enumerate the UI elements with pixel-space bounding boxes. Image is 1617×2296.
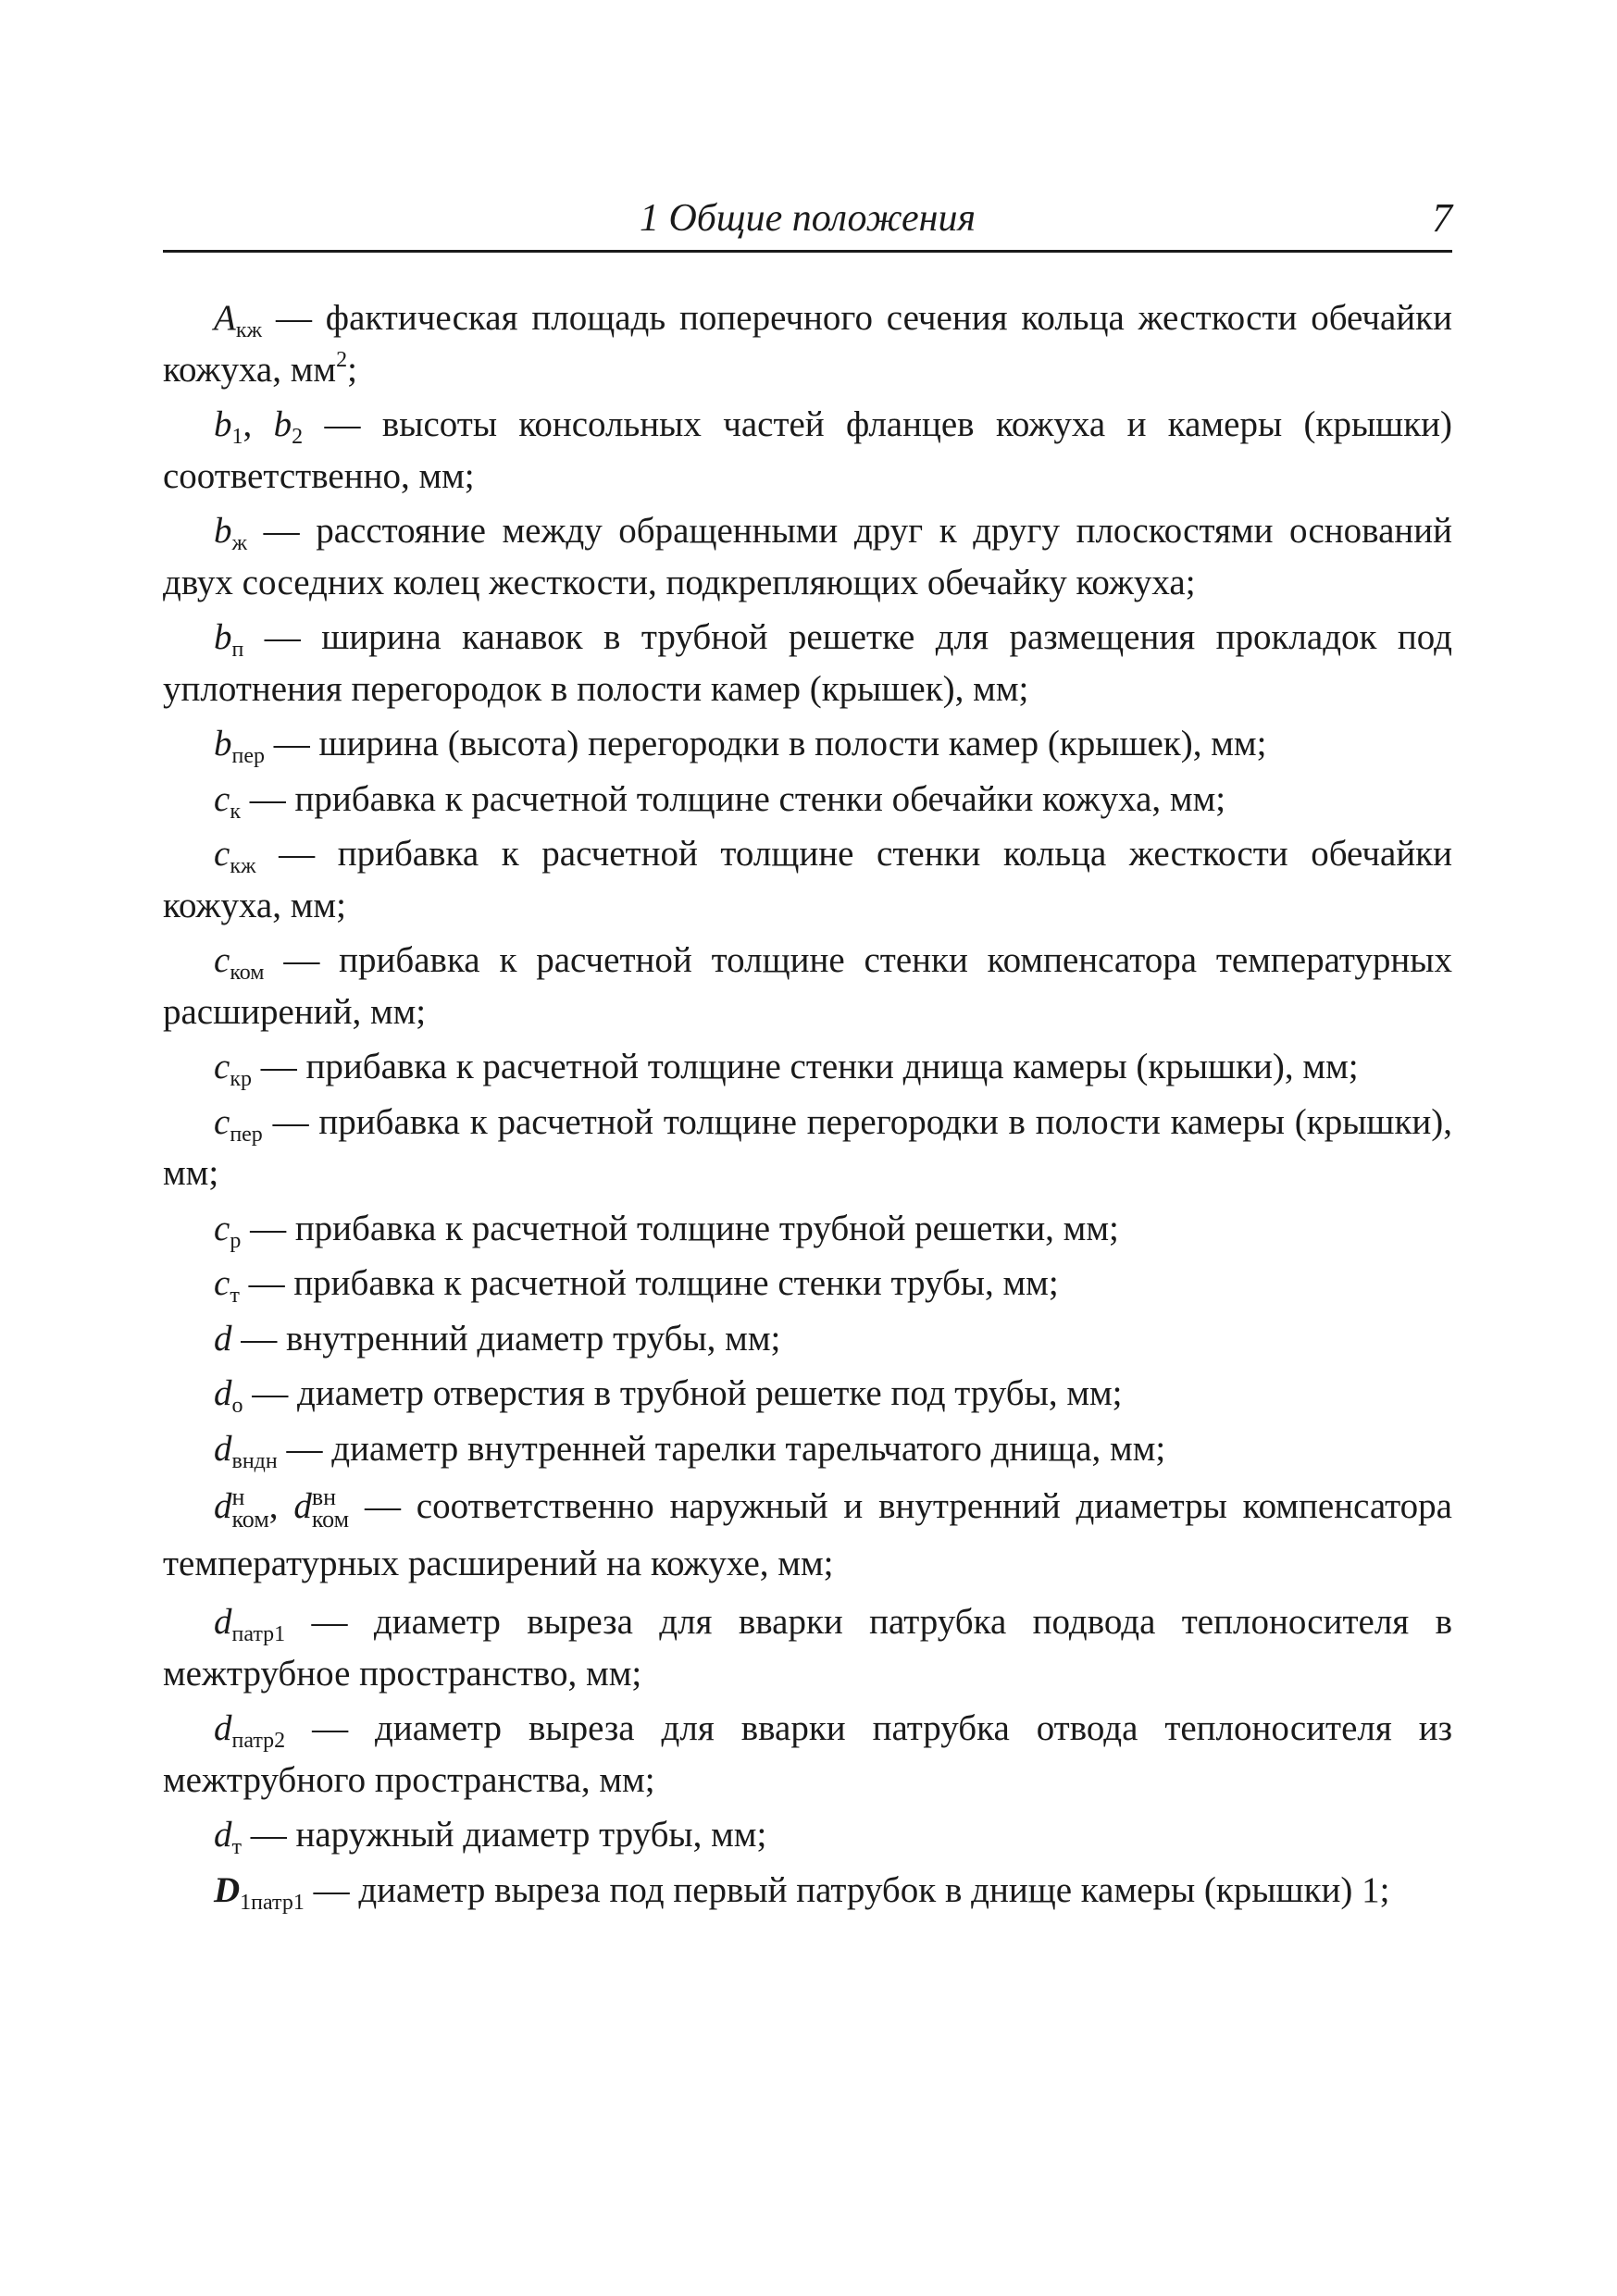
symbol: c (214, 940, 230, 980)
symbol: d (214, 1602, 232, 1642)
list-item (163, 1203, 1452, 1255)
subscript: пер (230, 1122, 263, 1147)
subscript: 1 (231, 425, 243, 449)
definition-text: — диаметр отверстия в трубной решетке под трубы, мм; (252, 1373, 1123, 1413)
list-item (163, 774, 1452, 825)
symbol: c (214, 1101, 230, 1142)
symbol: d (214, 1708, 232, 1748)
symbol-2: b (273, 404, 292, 444)
list-item (163, 1258, 1452, 1309)
symbol: b (214, 724, 232, 763)
definitions-list (163, 292, 1452, 1919)
list-item (163, 612, 1452, 714)
definition-text: — диаметр выреза для вварки патрубка подвода теплоносителя в межтрубное пространство, мм; (163, 1602, 1452, 1694)
list-item (163, 1809, 1452, 1861)
subscript: о (231, 1394, 243, 1418)
definition-text: — диаметр выреза под первый патрубок в днище камеры (крышки) 1; (313, 1869, 1390, 1910)
superscript-2: вн (311, 1483, 337, 1510)
definition-text: — прибавка к расчетной толщине трубной решетки, мм; (250, 1208, 1119, 1248)
list-item (163, 1478, 1452, 1593)
list-item (163, 292, 1452, 395)
definition-text: — соответственно наружный и внутренний диаметры компенсатора температурных расширений на кожухе, мм; (163, 1486, 1452, 1583)
separator: , (268, 1486, 294, 1526)
definition-text: — ширина (высота) перегородки в полости камер (крышек), мм; (273, 724, 1267, 763)
superscript: 2 (336, 347, 348, 372)
list-item (163, 1703, 1452, 1806)
subscript: пер (231, 744, 265, 768)
subscript-2: 2 (292, 425, 304, 449)
symbol: d (214, 1373, 232, 1413)
symbol: c (214, 778, 230, 819)
subscript-2: ком (311, 1506, 350, 1533)
subscript: кж (235, 318, 263, 342)
list-item (163, 828, 1452, 931)
symbol: c (214, 1047, 230, 1086)
list-item (163, 505, 1452, 608)
symbol: A (214, 298, 236, 338)
list-item (163, 718, 1452, 770)
definition-text: — прибавка к расчетной толщине стенки обечайки кожуха, мм; (249, 778, 1226, 819)
definition-text: — ширина канавок в трубной решетке для размещения прокладок под уплотнения перегородок в полости камер (крышек), мм; (163, 617, 1453, 709)
subscript: патр1 (231, 1622, 286, 1646)
symbol: D (214, 1869, 241, 1910)
subscript: кр (230, 1067, 252, 1091)
subscript: 1патр1 (240, 1890, 305, 1915)
definition-text: — прибавка к расчетной толщине стенки кольца жесткости обечайки кожуха, мм; (163, 834, 1453, 925)
list-item (163, 1368, 1452, 1420)
list-item (163, 1865, 1452, 1917)
symbol: b (214, 511, 232, 551)
definition-text: — диаметр выреза для вварки патрубка отвода теплоносителя из межтрубного пространства, мм; (163, 1708, 1452, 1800)
definition-text: — прибавка к расчетной толщине стенки трубы, мм; (248, 1263, 1059, 1303)
list-item (163, 935, 1452, 1037)
subscript: вндн (231, 1448, 278, 1473)
definition-text: — диаметр внутренней тарелки тарельчатого днища, мм; (286, 1428, 1166, 1469)
definition-text: — прибавка к расчетной толщине стенки компенсатора температурных расширений, мм; (163, 940, 1452, 1032)
symbol: b (214, 617, 232, 657)
subscript: т (231, 1835, 242, 1859)
list-item (163, 1041, 1452, 1093)
running-header (163, 192, 1452, 253)
section-title: 1 Общие положения (639, 197, 976, 240)
list-item (163, 1423, 1452, 1475)
list-item (163, 1097, 1452, 1199)
page-number: 7 (1432, 195, 1452, 241)
sup-sub-pair-2 (311, 1483, 350, 1533)
subscript: к (230, 799, 241, 824)
symbol: d (214, 1318, 232, 1359)
definition-text: — фактическая площадь поперечного сечения кольца жесткости обечайки кожуха, мм (163, 298, 1452, 390)
subscript: т (230, 1284, 240, 1308)
subscript: кж (230, 854, 256, 878)
subscript: р (230, 1228, 242, 1253)
punctuation: ; (347, 349, 357, 390)
symbol: c (214, 1208, 230, 1248)
list-item (163, 1596, 1452, 1699)
definition-text: — прибавка к расчетной толщине стенки днища камеры (крышки), мм; (260, 1047, 1359, 1086)
superscript: н (231, 1483, 245, 1510)
symbol: c (214, 1263, 230, 1303)
subscript: патр2 (231, 1729, 286, 1753)
subscript: ком (231, 1506, 269, 1533)
list-item (163, 399, 1452, 502)
subscript: ком (230, 961, 265, 985)
symbol: d (214, 1815, 232, 1855)
list-item (163, 1313, 1452, 1365)
subscript: ж (231, 531, 248, 555)
definition-text: — внутренний диаметр трубы, мм; (241, 1318, 781, 1359)
definition-text: — расстояние между обращенными друг к другу плоскостями оснований двух соседних колец жесткости, подкрепляющих обечайку кожуха; (163, 511, 1453, 602)
subscript: п (231, 638, 244, 662)
definition-text: — высоты консольных частей фланцев кожуха и камеры (крышки) соответственно, мм; (163, 404, 1453, 496)
symbol: d (214, 1428, 232, 1469)
separator: , (243, 404, 274, 444)
definition-text: — прибавка к расчетной толщине перегородки в полости камеры (крышки), мм; (163, 1101, 1452, 1193)
symbol: d (214, 1486, 232, 1526)
symbol-2: d (293, 1486, 312, 1526)
sup-sub-pair (231, 1483, 269, 1533)
symbol: b (214, 404, 232, 444)
symbol: c (214, 834, 230, 874)
definition-text: — наружный диаметр трубы, мм; (250, 1815, 767, 1855)
